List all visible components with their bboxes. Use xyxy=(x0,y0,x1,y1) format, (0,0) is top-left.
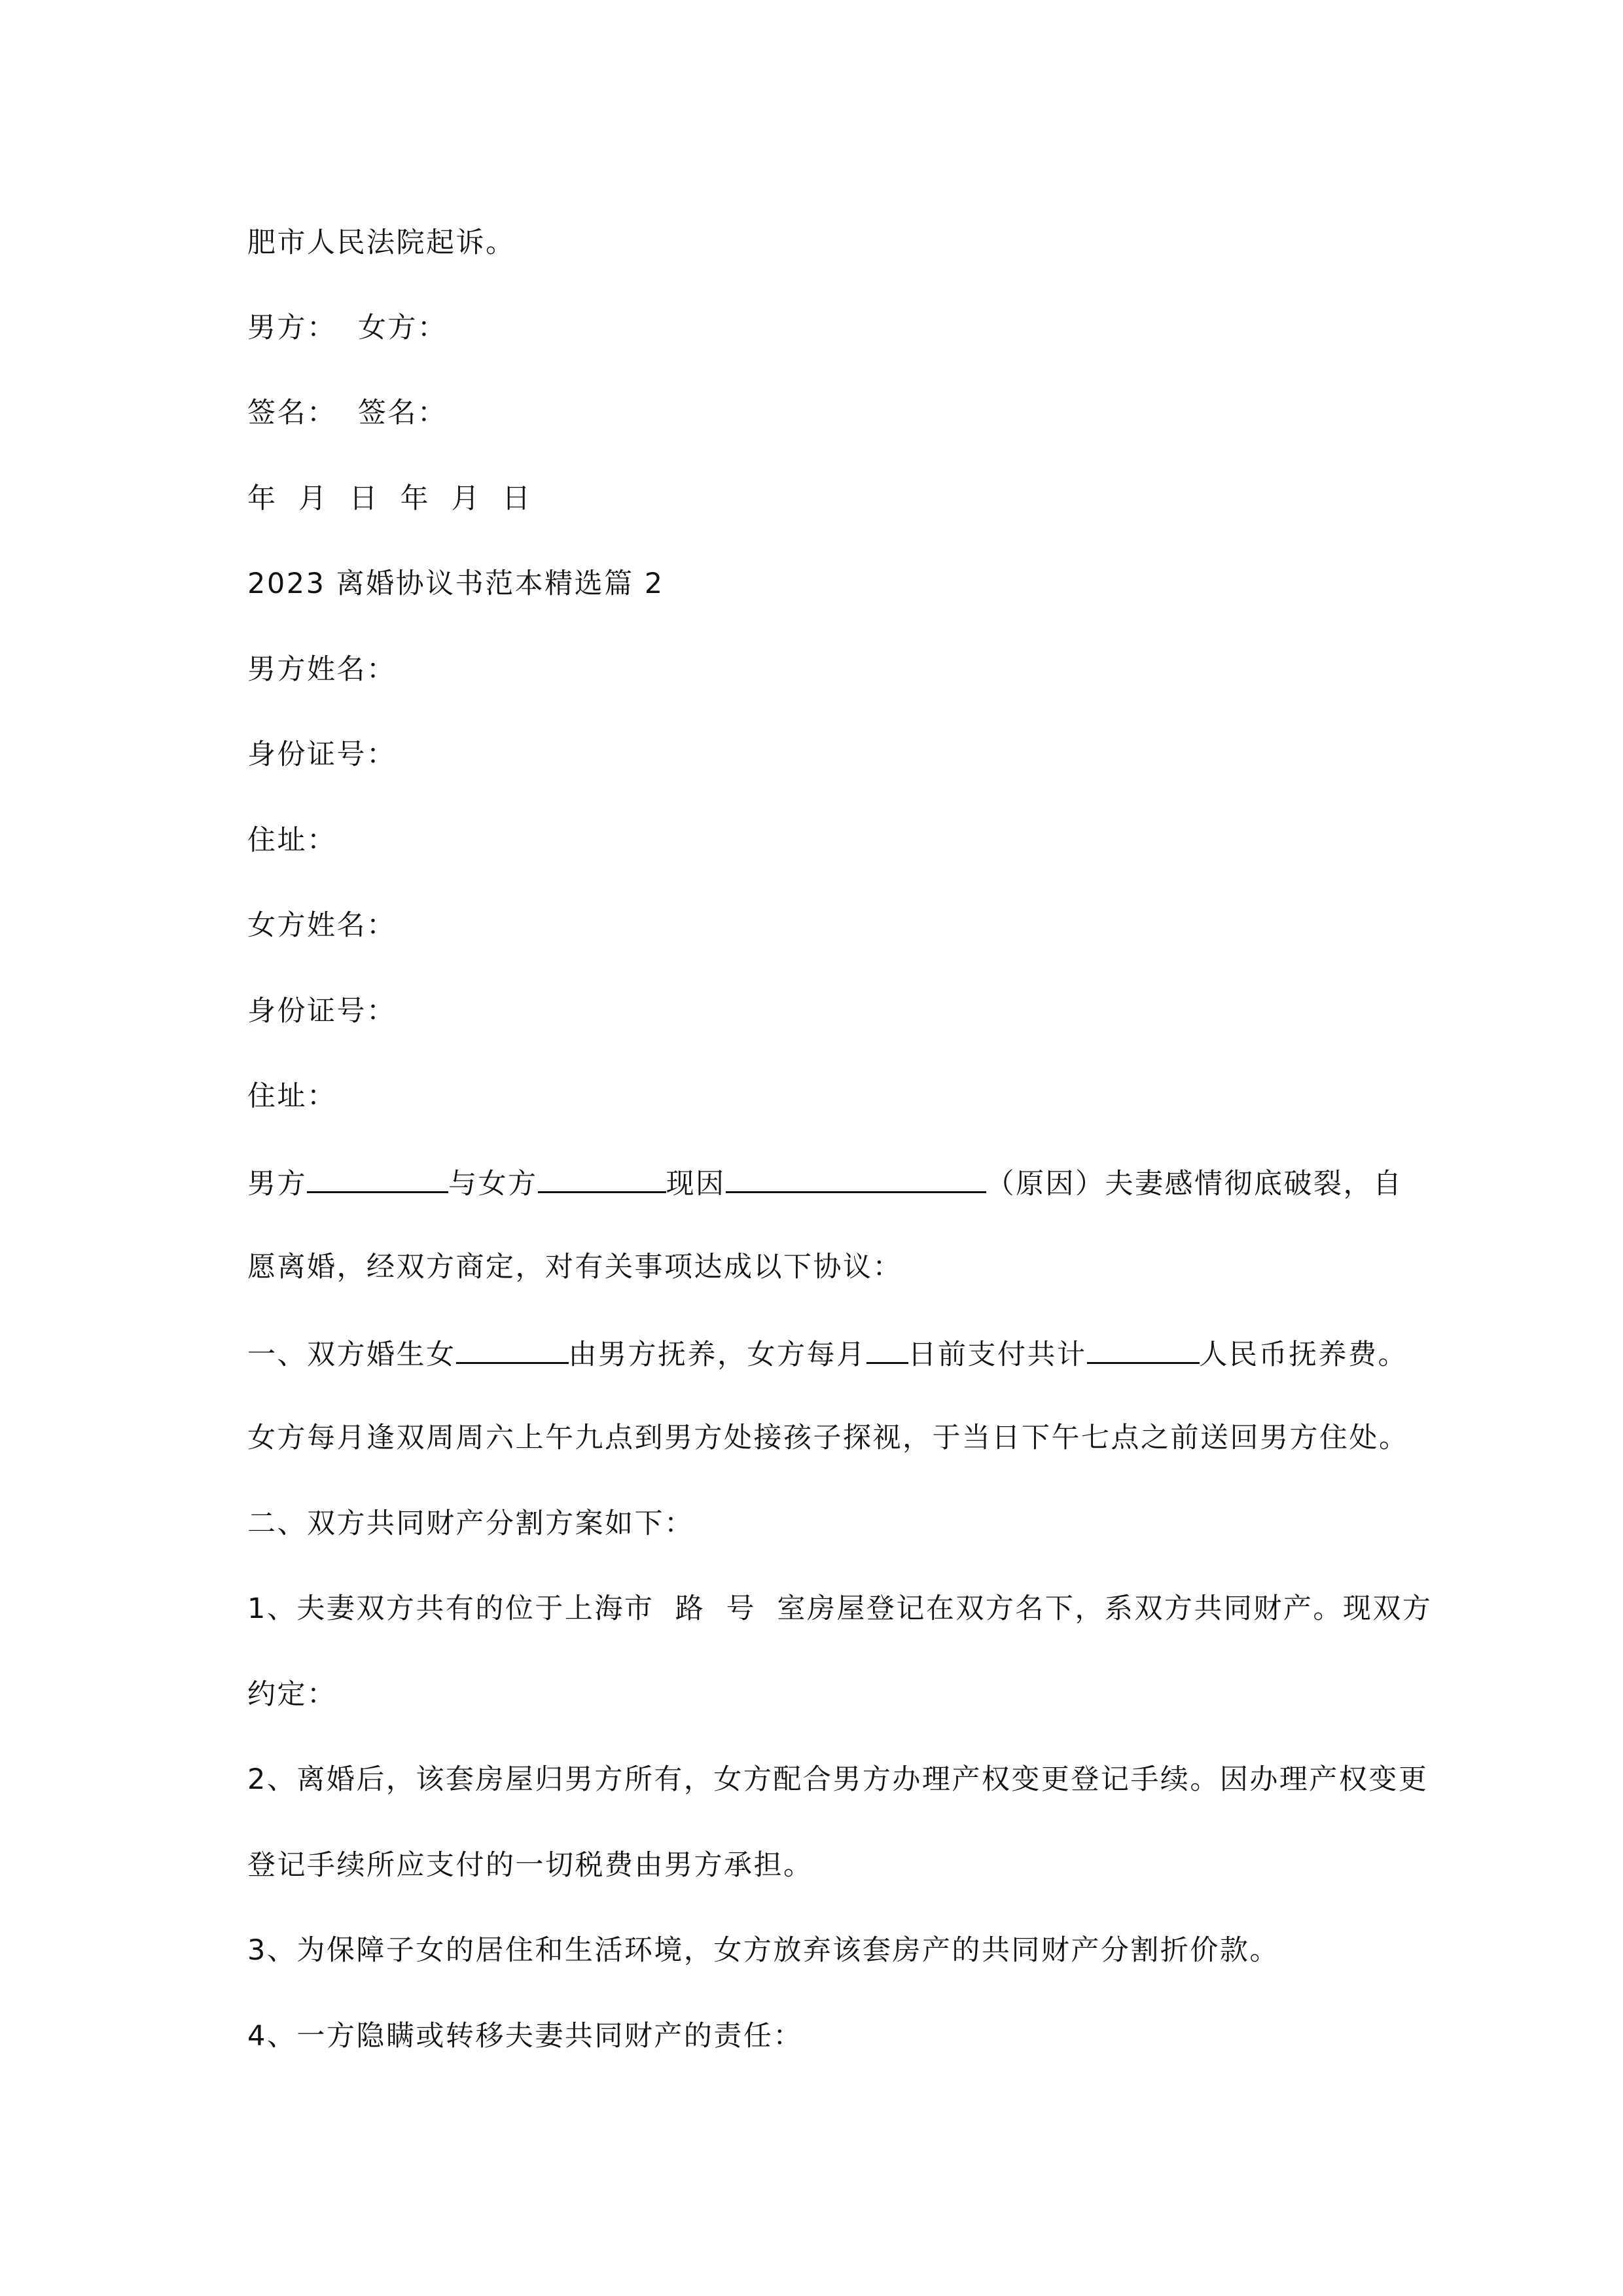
property-item-3: 3、为保障子女的居住和生活环境，女方放弃该套房产的共同财产分割折价款。 xyxy=(247,1934,1279,1967)
property-item-2-continued: 登记手续所应支付的一切税费由男方承担。 xyxy=(247,1849,813,1882)
clause-one xyxy=(247,1333,1408,1372)
clause-two-heading: 二、双方共同财产分割方案如下： xyxy=(247,1507,694,1540)
signature-labels: 签名： 签名： xyxy=(247,397,448,429)
intro-text: （原因）夫妻感情彻底破裂，自 xyxy=(986,1168,1403,1200)
amount-blank[interactable] xyxy=(1087,1333,1200,1364)
section-title: 2023 离婚协议书范本精选篇 2 xyxy=(247,567,664,600)
male-address-label: 住址： xyxy=(247,824,337,857)
property-item-2: 2、离婚后，该套房屋归男方所有，女方配合男方办理产权变更登记手续。因办理产权变更 xyxy=(247,1763,1429,1796)
daughter-name-blank[interactable] xyxy=(456,1333,569,1364)
clause-text: 日前支付共计 xyxy=(908,1338,1087,1371)
female-id-label: 身份证号： xyxy=(247,995,397,1028)
intro-text: 与女方 xyxy=(448,1168,538,1200)
day-blank[interactable] xyxy=(866,1333,908,1364)
date-labels: 年 月 日 年 月 日 xyxy=(247,482,532,515)
female-name-blank[interactable] xyxy=(538,1162,666,1193)
clause-text: 人民币抚养费。 xyxy=(1199,1338,1408,1371)
female-name-label: 女方姓名： xyxy=(247,909,397,942)
text-line: 肥市人民法院起诉。 xyxy=(247,226,516,259)
intro-clause-continued: 愿离婚，经双方商定，对有关事项达成以下协议： xyxy=(247,1251,902,1283)
male-name-blank[interactable] xyxy=(307,1162,448,1193)
intro-text: 男方 xyxy=(247,1168,307,1200)
intro-text: 现因 xyxy=(666,1168,726,1200)
clause-one-continued: 女方每月逢双周周六上午九点到男方处接孩子探视，于当日下午七点之前送回男方住处。 xyxy=(247,1422,1409,1454)
reason-blank[interactable] xyxy=(726,1162,986,1193)
clause-text: 一、双方婚生女 xyxy=(247,1338,456,1371)
intro-clause xyxy=(247,1162,1403,1202)
male-id-label: 身份证号： xyxy=(247,738,397,771)
male-name-label: 男方姓名： xyxy=(247,653,397,686)
clause-text: 由男方抚养，女方每月 xyxy=(568,1338,866,1371)
property-item-1-continued: 约定： xyxy=(247,1678,337,1711)
signature-party-labels: 男方： 女方： xyxy=(247,312,448,344)
property-item-4: 4、一方隐瞒或转移夫妻共同财产的责任： xyxy=(247,2020,803,2053)
property-item-1: 1、夫妻双方共有的位于上海市 路 号 室房屋登记在双方名下，系双方共同财产。现双方 xyxy=(247,1592,1433,1625)
female-address-label: 住址： xyxy=(247,1080,337,1113)
